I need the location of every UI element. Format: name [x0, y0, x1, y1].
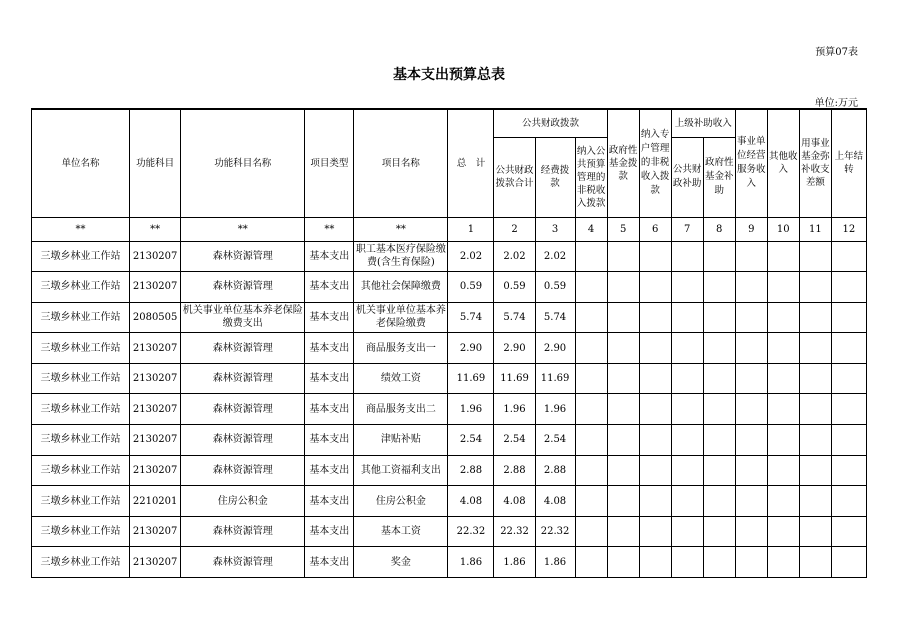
empty-cell: [703, 516, 735, 547]
header-service-income: 事业单位经营服务收入: [735, 109, 767, 217]
empty-cell: [831, 241, 866, 272]
fund-allocation-cell: 2.02: [535, 241, 575, 272]
empty-cell: [703, 241, 735, 272]
public-fiscal-total-cell: 1.86: [494, 547, 535, 578]
index-cell: **: [305, 217, 354, 241]
index-cell: **: [354, 217, 448, 241]
empty-cell: [607, 455, 639, 486]
empty-cell: [799, 425, 831, 456]
func-code-cell: 2130207: [130, 455, 181, 486]
empty-cell: [607, 363, 639, 394]
empty-cell: [575, 333, 607, 364]
empty-cell: [639, 241, 671, 272]
func-name-cell: 森林资源管理: [181, 333, 305, 364]
func-code-cell: 2210201: [130, 486, 181, 517]
empty-cell: [831, 272, 866, 303]
table-row: [32, 272, 867, 303]
header-fund-balance: 用事业基金弥补收支差额: [799, 109, 831, 217]
header-non-tax-revenue: 纳入公共预算管理的非税收入拨款: [575, 137, 607, 217]
func-name-cell: 森林资源管理: [181, 455, 305, 486]
empty-cell: [671, 333, 703, 364]
func-name-cell: 森林资源管理: [181, 241, 305, 272]
func-code-cell: 2130207: [130, 333, 181, 364]
unit-name-cell: 三墩乡林业工作站: [32, 547, 130, 578]
item-type-cell: 基本支出: [305, 486, 354, 517]
empty-cell: [767, 455, 799, 486]
index-cell: 10: [767, 217, 799, 241]
empty-cell: [735, 241, 767, 272]
budget-table: [31, 108, 867, 578]
empty-cell: [639, 302, 671, 333]
total-cell: 2.54: [448, 425, 494, 456]
empty-cell: [767, 302, 799, 333]
empty-cell: [831, 516, 866, 547]
empty-cell: [767, 394, 799, 425]
total-cell: 1.96: [448, 394, 494, 425]
empty-cell: [799, 241, 831, 272]
index-cell: 9: [735, 217, 767, 241]
empty-cell: [607, 486, 639, 517]
fund-allocation-cell: 1.86: [535, 547, 575, 578]
func-name-cell: 森林资源管理: [181, 425, 305, 456]
total-cell: 0.59: [448, 272, 494, 303]
empty-cell: [575, 302, 607, 333]
empty-cell: [799, 455, 831, 486]
header-public-fiscal: 公共财政拨款: [494, 109, 607, 137]
header-item-type: 项目类型: [305, 109, 354, 217]
index-cell: 1: [448, 217, 494, 241]
item-type-cell: 基本支出: [305, 394, 354, 425]
fund-allocation-cell: 11.69: [535, 363, 575, 394]
func-name-cell: 住房公积金: [181, 486, 305, 517]
table-row: [32, 486, 867, 517]
item-type-cell: 基本支出: [305, 333, 354, 364]
empty-cell: [767, 547, 799, 578]
header-gov-fund-subsidy: 政府性基金补助: [703, 137, 735, 217]
public-fiscal-total-cell: 22.32: [494, 516, 535, 547]
empty-cell: [703, 425, 735, 456]
empty-cell: [831, 547, 866, 578]
empty-cell: [799, 302, 831, 333]
header-total: 总 计: [448, 109, 494, 217]
empty-cell: [575, 455, 607, 486]
empty-cell: [703, 455, 735, 486]
unit-name-cell: 三墩乡林业工作站: [32, 516, 130, 547]
empty-cell: [735, 516, 767, 547]
item-type-cell: 基本支出: [305, 516, 354, 547]
func-name-cell: 森林资源管理: [181, 272, 305, 303]
page-title: 基本支出预算总表: [393, 67, 505, 83]
empty-cell: [831, 333, 866, 364]
unit-name-cell: 三墩乡林业工作站: [32, 241, 130, 272]
empty-cell: [831, 425, 866, 456]
empty-cell: [671, 455, 703, 486]
item-type-cell: 基本支出: [305, 455, 354, 486]
func-name-cell: 机关事业单位基本养老保险缴费支出: [181, 302, 305, 333]
item-name-cell: 商品服务支出一: [354, 333, 448, 364]
item-name-cell: 基本工资: [354, 516, 448, 547]
empty-cell: [703, 394, 735, 425]
func-name-cell: 森林资源管理: [181, 394, 305, 425]
func-code-cell: 2130207: [130, 363, 181, 394]
func-name-cell: 森林资源管理: [181, 547, 305, 578]
func-code-cell: 2130207: [130, 516, 181, 547]
empty-cell: [735, 333, 767, 364]
header-public-fiscal-subsidy: 公共财政补助: [671, 137, 703, 217]
empty-cell: [575, 547, 607, 578]
empty-cell: [607, 425, 639, 456]
item-type-cell: 基本支出: [305, 302, 354, 333]
func-code-cell: 2130207: [130, 272, 181, 303]
index-cell: 5: [607, 217, 639, 241]
table-row: [32, 425, 867, 456]
total-cell: 1.86: [448, 547, 494, 578]
empty-cell: [831, 455, 866, 486]
public-fiscal-total-cell: 11.69: [494, 363, 535, 394]
empty-cell: [799, 333, 831, 364]
empty-cell: [735, 425, 767, 456]
index-cell: 4: [575, 217, 607, 241]
fund-allocation-cell: 2.54: [535, 425, 575, 456]
empty-cell: [607, 547, 639, 578]
header-fund-allocation: 经费拨款: [535, 137, 575, 217]
empty-cell: [735, 272, 767, 303]
empty-cell: [671, 425, 703, 456]
public-fiscal-total-cell: 2.54: [494, 425, 535, 456]
empty-cell: [735, 302, 767, 333]
table-row: [32, 333, 867, 364]
empty-cell: [607, 333, 639, 364]
empty-cell: [639, 425, 671, 456]
fund-allocation-cell: 22.32: [535, 516, 575, 547]
header-special-non-tax: 纳入专户管理的非税收入拨款: [639, 109, 671, 217]
empty-cell: [703, 486, 735, 517]
total-cell: 2.90: [448, 333, 494, 364]
empty-cell: [671, 516, 703, 547]
empty-cell: [671, 486, 703, 517]
empty-cell: [639, 547, 671, 578]
empty-cell: [575, 272, 607, 303]
empty-cell: [671, 272, 703, 303]
empty-cell: [703, 547, 735, 578]
func-name-cell: 森林资源管理: [181, 516, 305, 547]
item-type-cell: 基本支出: [305, 241, 354, 272]
index-cell: 6: [639, 217, 671, 241]
index-cell: 8: [703, 217, 735, 241]
empty-cell: [831, 394, 866, 425]
fund-allocation-cell: 2.90: [535, 333, 575, 364]
empty-cell: [575, 425, 607, 456]
empty-cell: [607, 394, 639, 425]
index-cell: **: [130, 217, 181, 241]
func-code-cell: 2130207: [130, 425, 181, 456]
index-row: [32, 217, 867, 241]
empty-cell: [735, 363, 767, 394]
func-name-cell: 森林资源管理: [181, 363, 305, 394]
empty-cell: [767, 333, 799, 364]
index-cell: 3: [535, 217, 575, 241]
unit-name-cell: 三墩乡林业工作站: [32, 333, 130, 364]
total-cell: 11.69: [448, 363, 494, 394]
empty-cell: [671, 394, 703, 425]
item-name-cell: 奖金: [354, 547, 448, 578]
empty-cell: [767, 425, 799, 456]
empty-cell: [639, 486, 671, 517]
func-code-cell: 2130207: [130, 241, 181, 272]
empty-cell: [703, 363, 735, 394]
empty-cell: [767, 486, 799, 517]
header-superior-subsidy: 上级补助收入: [671, 109, 735, 137]
empty-cell: [671, 547, 703, 578]
header-func-name: 功能科目名称: [181, 109, 305, 217]
item-name-cell: 其他工资福利支出: [354, 455, 448, 486]
empty-cell: [799, 486, 831, 517]
public-fiscal-total-cell: 2.02: [494, 241, 535, 272]
empty-cell: [639, 363, 671, 394]
empty-cell: [639, 272, 671, 303]
item-type-cell: 基本支出: [305, 425, 354, 456]
func-code-cell: 2080505: [130, 302, 181, 333]
empty-cell: [799, 363, 831, 394]
total-cell: 2.02: [448, 241, 494, 272]
table-row: [32, 302, 867, 333]
item-type-cell: 基本支出: [305, 363, 354, 394]
fund-allocation-cell: 0.59: [535, 272, 575, 303]
header-carryover: 上年结转: [831, 109, 866, 217]
unit-name-cell: 三墩乡林业工作站: [32, 363, 130, 394]
empty-cell: [639, 394, 671, 425]
table-row: [32, 363, 867, 394]
header-gov-fund: 政府性基金拨款: [607, 109, 639, 217]
empty-cell: [799, 394, 831, 425]
empty-cell: [735, 455, 767, 486]
unit-name-cell: 三墩乡林业工作站: [32, 486, 130, 517]
empty-cell: [607, 241, 639, 272]
unit-name-cell: 三墩乡林业工作站: [32, 302, 130, 333]
public-fiscal-total-cell: 2.88: [494, 455, 535, 486]
header-item-name: 项目名称: [354, 109, 448, 217]
item-name-cell: 商品服务支出二: [354, 394, 448, 425]
table-row: [32, 516, 867, 547]
unit-name-cell: 三墩乡林业工作站: [32, 394, 130, 425]
unit-name-cell: 三墩乡林业工作站: [32, 272, 130, 303]
empty-cell: [735, 547, 767, 578]
fund-allocation-cell: 1.96: [535, 394, 575, 425]
empty-cell: [639, 516, 671, 547]
empty-cell: [639, 455, 671, 486]
table-row: [32, 547, 867, 578]
empty-cell: [671, 241, 703, 272]
index-cell: **: [32, 217, 130, 241]
empty-cell: [607, 302, 639, 333]
empty-cell: [575, 516, 607, 547]
public-fiscal-total-cell: 5.74: [494, 302, 535, 333]
empty-cell: [735, 394, 767, 425]
form-code: 预算07表: [815, 47, 858, 58]
fund-allocation-cell: 2.88: [535, 455, 575, 486]
total-cell: 5.74: [448, 302, 494, 333]
func-code-cell: 2130207: [130, 394, 181, 425]
empty-cell: [703, 272, 735, 303]
empty-cell: [575, 241, 607, 272]
empty-cell: [607, 272, 639, 303]
fund-allocation-cell: 4.08: [535, 486, 575, 517]
fund-allocation-cell: 5.74: [535, 302, 575, 333]
header-func-code: 功能科目: [130, 109, 181, 217]
empty-cell: [575, 486, 607, 517]
item-name-cell: 机关事业单位基本养老保险缴费: [354, 302, 448, 333]
func-code-cell: 2130207: [130, 547, 181, 578]
unit-name-cell: 三墩乡林业工作站: [32, 455, 130, 486]
empty-cell: [639, 333, 671, 364]
item-name-cell: 绩效工资: [354, 363, 448, 394]
empty-cell: [767, 272, 799, 303]
unit-name-cell: 三墩乡林业工作站: [32, 425, 130, 456]
item-name-cell: 津贴补贴: [354, 425, 448, 456]
unit-label: 单位:万元: [814, 98, 858, 109]
header-public-fiscal-total: 公共财政拨款合计: [494, 137, 535, 217]
empty-cell: [735, 486, 767, 517]
total-cell: 22.32: [448, 516, 494, 547]
total-cell: 4.08: [448, 486, 494, 517]
index-cell: 2: [494, 217, 535, 241]
item-name-cell: 其他社会保障缴费: [354, 272, 448, 303]
item-type-cell: 基本支出: [305, 547, 354, 578]
empty-cell: [575, 394, 607, 425]
empty-cell: [799, 547, 831, 578]
item-name-cell: 住房公积金: [354, 486, 448, 517]
empty-cell: [575, 363, 607, 394]
empty-cell: [799, 272, 831, 303]
table-row: [32, 241, 867, 272]
index-cell: 11: [799, 217, 831, 241]
table-row: [32, 394, 867, 425]
table-row: [32, 455, 867, 486]
empty-cell: [607, 516, 639, 547]
total-cell: 2.88: [448, 455, 494, 486]
index-cell: **: [181, 217, 305, 241]
empty-cell: [831, 486, 866, 517]
empty-cell: [767, 241, 799, 272]
public-fiscal-total-cell: 2.90: [494, 333, 535, 364]
empty-cell: [703, 302, 735, 333]
public-fiscal-total-cell: 4.08: [494, 486, 535, 517]
empty-cell: [767, 363, 799, 394]
empty-cell: [831, 302, 866, 333]
public-fiscal-total-cell: 0.59: [494, 272, 535, 303]
header-unit-name: 单位名称: [32, 109, 130, 217]
empty-cell: [671, 302, 703, 333]
empty-cell: [799, 516, 831, 547]
empty-cell: [671, 363, 703, 394]
index-cell: 12: [831, 217, 866, 241]
index-cell: 7: [671, 217, 703, 241]
header-other-income: 其他收入: [767, 109, 799, 217]
empty-cell: [767, 516, 799, 547]
empty-cell: [703, 333, 735, 364]
empty-cell: [831, 363, 866, 394]
public-fiscal-total-cell: 1.96: [494, 394, 535, 425]
item-name-cell: 职工基本医疗保险缴费(含生育保险): [354, 241, 448, 272]
item-type-cell: 基本支出: [305, 272, 354, 303]
